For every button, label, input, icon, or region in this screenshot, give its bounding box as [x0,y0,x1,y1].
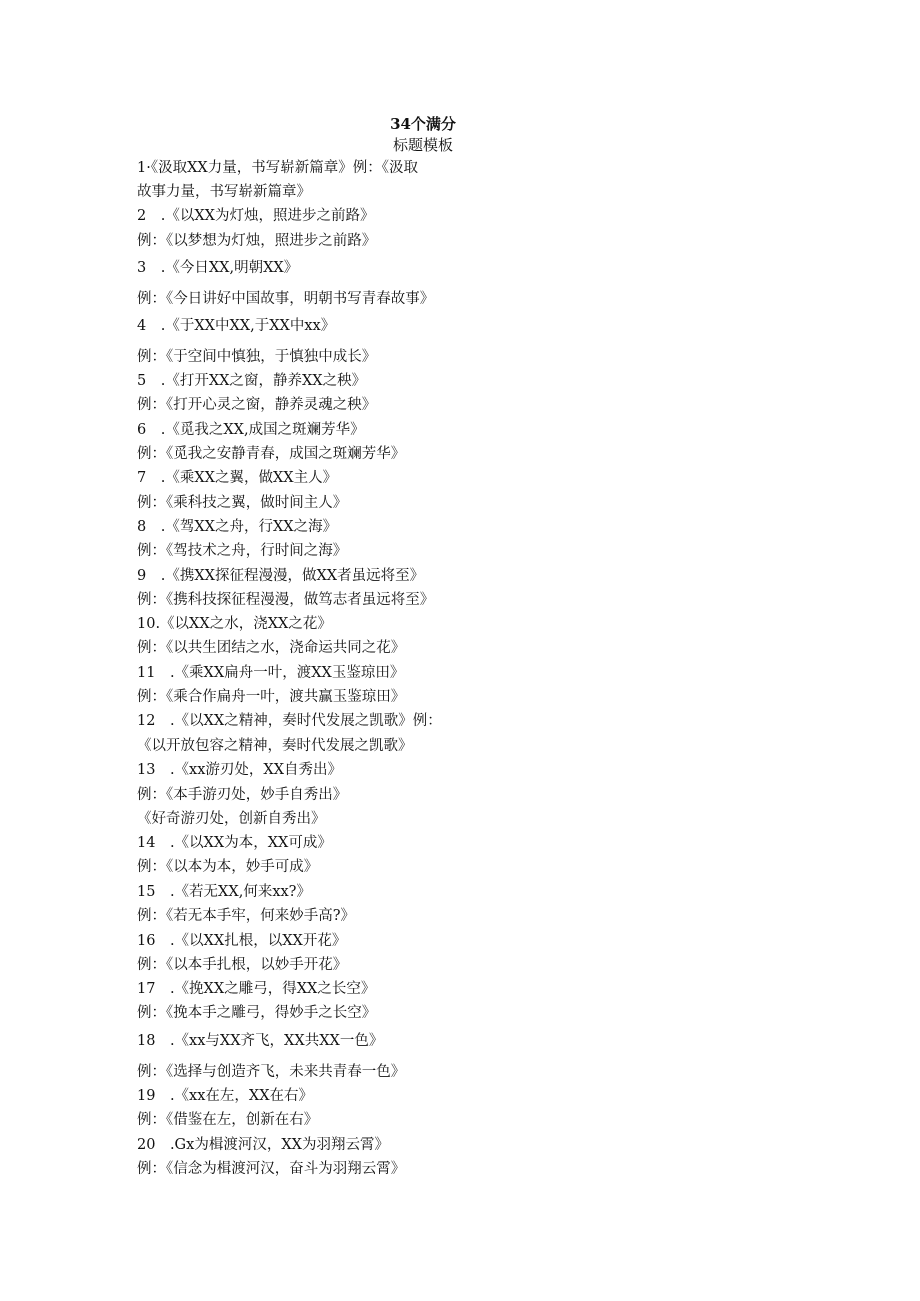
template-line: 例：《以本手扎根，以妙手开花》 [137,957,348,973]
template-line: 9 .《携XX探征程漫漫，做XX者虽远将至》 [137,568,425,584]
template-line: 14 .《以XX为本，XX可成》 [137,835,332,851]
title-block [378,114,468,156]
template-line: 10.《以XX之水，浇XX之花》 [137,616,332,632]
template-line: 例：《以梦想为灯烛，照进步之前路》 [137,233,377,249]
template-line: 2 .《以XX为灯烛，照进步之前路》 [137,208,375,224]
template-line: 故事力量，书写崭新篇章》 [137,184,311,200]
template-line: 例：《驾技术之舟，行时间之海》 [137,543,348,559]
template-line: 例：《于空间中慎独，于慎独中成长》 [137,349,377,365]
template-line: 5 .《打开XX之窗，静养XX之秧》 [137,373,367,389]
template-line: 例：《借鉴在左，创新在右》 [137,1112,319,1128]
template-line: 15 .《若无XX,何来xx?》 [137,884,311,900]
template-line: 17 .《挽XX之雕弓，得XX之长空》 [137,981,376,997]
template-line: 《好奇游刃处，创新自秀出》 [137,811,326,827]
template-line: 例：《乘科技之翼，做时间主人》 [137,495,348,511]
template-line: 例：《信念为楫渡河汉，奋斗为羽翔云霄》 [137,1161,406,1177]
template-line: 16 .《以XX扎根，以XX开花》 [137,933,347,949]
template-line: 13 .《xx游刃处，XX自秀出》 [137,762,343,778]
document-subtitle: 标题模板 [392,136,453,154]
template-line: 20 .Gx为楫渡河汉，XX为羽翔云霄》 [137,1137,389,1153]
template-line: 《以开放包容之精神，奏时代发展之凯歌》 [137,738,413,754]
template-line: 例：《若无本手牢，何来妙手高?》 [137,908,356,924]
template-line: 例：《乘合作扁舟一叶，渡共赢玉鉴琼田》 [137,689,406,705]
template-line: 例：《以本为本，妙手可成》 [137,859,319,875]
template-line: 例：《携科技探征程漫漫，做笃志者虽远将至》 [137,592,435,608]
template-line: 例：《今日讲好中国故事，明朝书写青春故事》 [137,291,435,307]
template-line: 12 .《以XX之精神，奏时代发展之凯歌》例： [137,713,442,729]
template-line: 18 .《xx与XX齐飞，XX共XX一色》 [137,1033,384,1049]
template-line: 7 .《乘XX之翼，做XX主人》 [137,470,338,486]
template-line: 例：《觅我之安静青春，成国之斑斓芳华》 [137,446,406,462]
template-line: 例：《挽本手之雕弓，得妙手之长空》 [137,1005,377,1021]
template-line: 例：《本手游刃处，妙手自秀出》 [137,787,348,803]
template-line: 19 .《xx在左，XX在右》 [137,1088,314,1104]
template-line: 3 .《今日XX,明朝XX》 [137,260,299,276]
template-line: 6 .《觅我之XX,成国之斑斓芳华》 [137,422,365,438]
template-line: 1·《汲取XX力量，书写崭新篇章》例：《汲取 [137,160,418,176]
template-line: 4 .《于XX中XX,于XX中xx》 [137,318,336,334]
template-line: 例：《以共生团结之水，浇命运共同之花》 [137,640,406,656]
template-line: 11 .《乘XX扁舟一叶，渡XX玉鉴琼田》 [137,665,405,681]
template-line: 8 .《驾XX之舟，行XX之海》 [137,519,338,535]
document-title: 34个满分 [390,115,456,133]
template-line: 例：《选择与创造齐飞，未来共青春一色》 [137,1064,406,1080]
template-line: 例：《打开心灵之窗，静养灵魂之秧》 [137,397,377,413]
